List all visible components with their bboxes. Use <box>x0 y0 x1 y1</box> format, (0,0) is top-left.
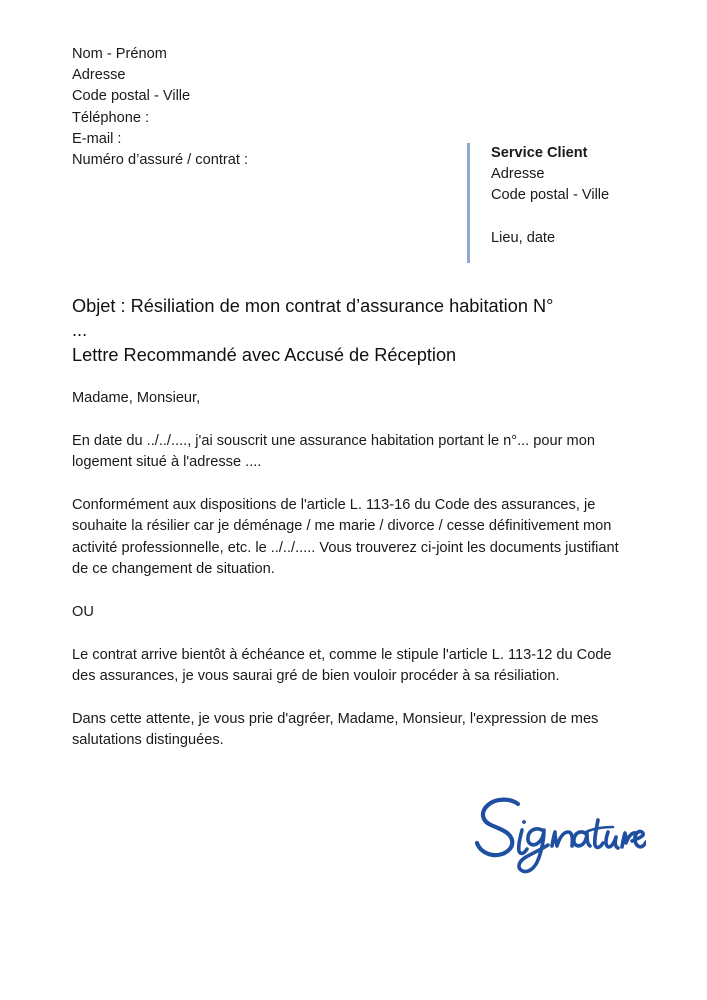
subject-heading <box>72 294 638 367</box>
subject-line-1: Objet : Résiliation de mon contrat d’assurance habitation N° <box>72 296 554 316</box>
recipient-address <box>491 143 609 249</box>
recipient-title: Service Client <box>491 145 588 161</box>
closing-paragraph: Dans cette attente, je vous prie d'agréer, Madame, Monsieur, l'expression de mes salutations distinguées. <box>72 711 599 749</box>
body-paragraph-1: En date du ../../...., j'ai souscrit une assurance habitation portant le n°... pour mon logement situé à l'adresse .... <box>72 432 595 471</box>
sender-policy-number: Numéro d’assuré / contrat : <box>72 152 249 169</box>
sender-email: E-mail : <box>72 130 122 147</box>
sender-phone: Téléphone : <box>72 109 150 126</box>
letter-body <box>72 388 634 752</box>
sender-block <box>72 44 452 171</box>
body-paragraph-3: Le contrat arrive bientôt à échéance et, comme le stipule l'article L. 113-12 du Code des assurances, je vous saurai gré de bien vouloir procéder à sa résiliation. <box>72 646 612 685</box>
sender-city: Code postal - Ville <box>72 88 191 105</box>
body-paragraph-2: Conformément aux dispositions de l'article L. 113-16 du Code des assurances, je souhaite la résilier car je déménage / me marie / divorce / cesse définitivement mon activité professionnelle, etc. le ../../..... Vous trouverez ci-joint les documents justifiant de ce changement de situation. <box>72 497 619 578</box>
recipient-block <box>467 143 609 263</box>
alternative-marker: OU <box>72 604 94 621</box>
signature-mark <box>462 792 646 878</box>
sender-address: Adresse <box>72 67 126 84</box>
salutation: Madame, Monsieur, <box>72 390 201 406</box>
subject-line-2: ... <box>72 320 88 341</box>
sender-name: Nom - Prénom <box>72 46 167 62</box>
recipient-address-line: Adresse <box>491 166 545 183</box>
place-date: Lieu, date <box>491 229 556 246</box>
recipient-city-line: Code postal - Ville <box>491 187 610 204</box>
subject-line-3: Lettre Recommandé avec Accusé de Réception <box>72 344 457 365</box>
recipient-spacer <box>491 207 609 228</box>
